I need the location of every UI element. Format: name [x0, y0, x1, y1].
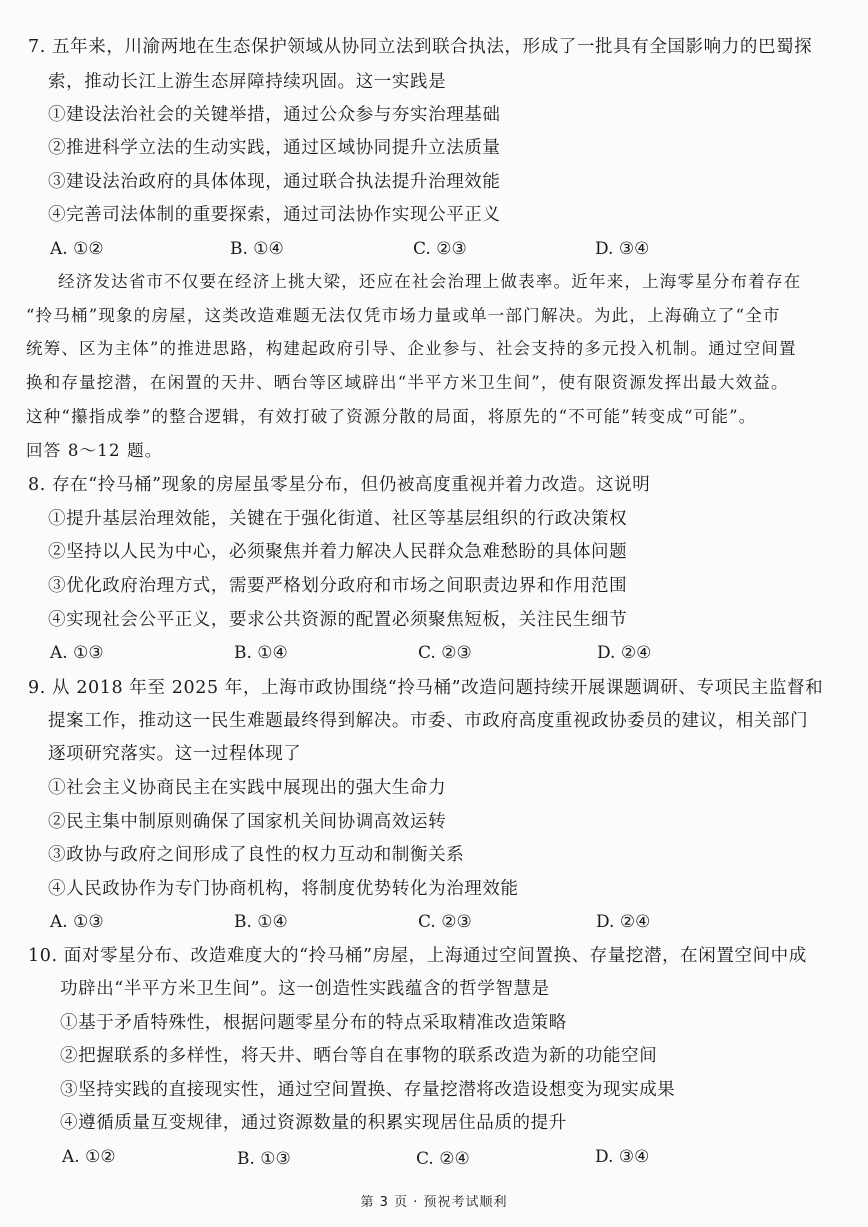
question-7-item-3: ③建设法治政府的具体体现，通过联合执法提升治理效能	[48, 172, 501, 192]
question-9-option-d: D. ②④	[596, 912, 651, 932]
question-9-item-1: ①社会主义协商民主在实践中展现出的强大生命力	[48, 778, 447, 798]
passage-line-3: 统筹、区为主体”的推进思路，构建起政府引导、企业参与、社会支持的多元投入机制。通过空间置	[26, 339, 797, 358]
question-10-option-a: A. ①②	[62, 1147, 116, 1167]
passage-line-5: 这种“攥指成拳”的整合逻辑，有效打破了资源分散的局面，将原先的“不可能”转变成“可能”。	[26, 407, 757, 426]
question-10-stem-line-1: 10. 面对零星分布、改造难度大的“拎马桶”房屋，上海通过空间置换、存量挖潜，在闲置空间中成	[28, 946, 807, 966]
question-8-option-d: D. ②④	[597, 643, 652, 663]
question-7-option-d: D. ③④	[595, 239, 650, 259]
question-7-option-b: B. ①④	[230, 239, 284, 259]
question-9-item-3: ③政协与政府之间形成了良性的权力互动和制衡关系	[48, 845, 465, 865]
question-8-option-a: A. ①③	[50, 643, 104, 663]
question-9-stem-line-1: 9. 从 2018 年至 2025 年，上海市政协围绕“拎马桶”改造问题持续开展课题调研、专项民主监督和	[28, 678, 824, 698]
question-8-item-2: ②坚持以人民为中心，必须聚焦并着力解决人民群众急难愁盼的具体问题	[48, 542, 628, 562]
question-9-stem-line-3: 逐项研究落实。这一过程体现了	[48, 744, 302, 764]
question-8-stem-line-1: 8. 存在“拎马桶”现象的房屋虽零星分布，但仍被高度重视并着力改造。这说明	[28, 475, 651, 495]
passage-line-6: 回答 8～12 题。	[26, 441, 163, 460]
question-7-stem-line-1: 7. 五年来，川渝两地在生态保护领域从协同立法到联合执法，形成了一批具有全国影响力的巴蜀探	[28, 37, 813, 57]
question-8-item-1: ①提升基层治理效能，关键在于强化街道、社区等基层组织的行政决策权	[48, 509, 628, 529]
question-7-item-4: ④完善司法体制的重要探索，通过司法协作实现公平正义	[48, 205, 501, 225]
question-9-option-c: C. ②③	[418, 912, 472, 932]
question-9-option-a: A. ①③	[50, 912, 104, 932]
question-10-item-3: ③坚持实践的直接现实性，通过空间置换、存量挖潜将改造设想变为现实成果	[60, 1080, 676, 1100]
question-8-option-b: B. ①④	[234, 643, 288, 663]
question-10-item-2: ②把握联系的多样性，将天井、晒台等自在事物的联系改造为新的功能空间	[60, 1046, 658, 1066]
question-7-item-1: ①建设法治社会的关键举措，通过公众参与夯实治理基础	[48, 105, 501, 125]
passage-line-4: 换和存量挖潜，在闲置的天井、晒台等区域辟出“半平方米卫生间”，使有限资源发挥出最大效益。	[26, 373, 789, 392]
question-10-item-1: ①基于矛盾特殊性，根据问题零星分布的特点采取精准改造策略	[60, 1013, 567, 1033]
question-9-item-4: ④人民政协作为专门协商机构，将制度优势转化为治理效能	[48, 879, 519, 899]
question-8-item-4: ④实现社会公平正义，要求公共资源的配置必须聚焦短板，关注民生细节	[48, 610, 628, 630]
question-10-option-d: D. ③④	[595, 1147, 650, 1167]
question-7-option-c: C. ②③	[413, 239, 467, 259]
passage-line-1: 经济发达省市不仅要在经济上挑大梁，还应在社会治理上做表率。近年来，上海零星分布着存在	[58, 272, 802, 291]
question-10-option-b: B. ①③	[237, 1149, 291, 1169]
passage-line-2: “拎马桶”现象的房屋，这类改造难题无法仅凭市场力量或单一部门解决。为此，上海确立了“全市	[26, 306, 781, 325]
page-footer: 第 3 页 · 预祝考试顺利	[360, 1195, 508, 1210]
question-9-item-2: ②民主集中制原则确保了国家机关间协调高效运转	[48, 812, 447, 832]
question-7-stem-line-2: 索，推动长江上游生态屏障持续巩固。这一实践是	[48, 72, 447, 92]
question-10-item-4: ④遵循质量互变规律，通过资源数量的积累实现居住品质的提升	[60, 1113, 567, 1133]
question-7-item-2: ②推进科学立法的生动实践，通过区域协同提升立法质量	[48, 138, 501, 158]
question-10-option-c: C. ②④	[416, 1149, 470, 1169]
question-10-stem-line-2: 功辟出“半平方米卫生间”。这一创造性实践蕴含的哲学智慧是	[60, 979, 550, 999]
question-8-option-c: C. ②③	[418, 643, 472, 663]
question-9-stem-line-2: 提案工作，推动这一民生难题最终得到解决。市委、市政府高度重视政协委员的建议，相关部门	[48, 711, 809, 731]
question-9-option-b: B. ①④	[234, 912, 288, 932]
question-8-item-3: ③优化政府治理方式，需要严格划分政府和市场之间职责边界和作用范围	[48, 576, 628, 596]
question-7-option-a: A. ①②	[50, 239, 104, 259]
